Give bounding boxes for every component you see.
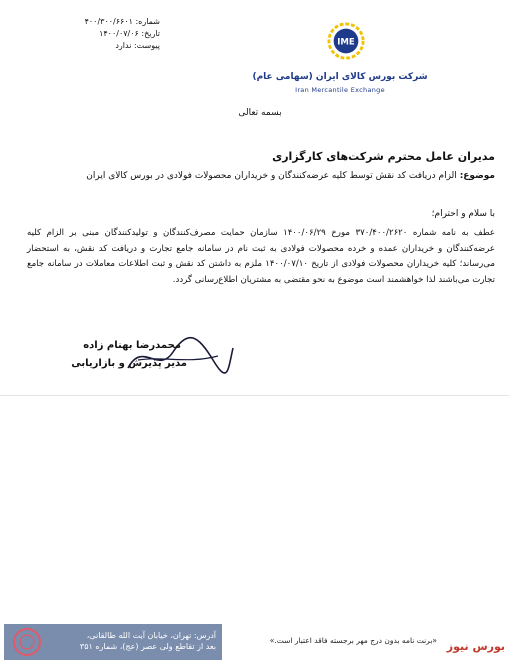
attachment-row — [60, 40, 160, 52]
logo-name-en: Iran Mercantile Exchange — [295, 86, 385, 94]
ime-logo-icon — [327, 22, 365, 60]
footer-address — [80, 630, 216, 652]
attachment-label: پیوست: — [133, 41, 160, 50]
logo-mark-text: IME — [337, 37, 355, 48]
addressee: مدیران عامل محترم شرکت‌های کارگزاری — [272, 150, 495, 163]
subject-text: الزام دریافت کد نقش توسط کلیه عرضه‌کنندگان و خریداران محصولات فولادی در بورس کالای ایران — [86, 171, 457, 181]
address-line-1: آدرس: تهران، خیابان آیت الله طالقانی، — [86, 631, 216, 640]
attachment-value: ندارد — [115, 41, 132, 50]
page-divider — [0, 395, 509, 396]
ime-logo — [245, 14, 435, 94]
number-label: شماره: — [135, 17, 160, 26]
signatory-name: محمدرضا بهنام زاده — [83, 340, 181, 351]
subject-line — [75, 171, 495, 181]
date-value: ۱۴۰۰/۰۷/۰۶ — [99, 29, 139, 38]
subject-label: موضوع: — [459, 171, 495, 181]
bismillah: بسمه تعالی — [238, 108, 282, 118]
signatory-title: مدیر پذیرش و بازاریابی — [71, 358, 187, 369]
letter-meta — [60, 16, 160, 52]
letter-body: عطف به نامه شماره ۳۷۰/۴۰۰/۲۶۲۰ مورخ ۱۴۰۰/۰۶/۲۹ سازمان حمایت مصرف‌کنندگان و تولیدکنندگان مبنی بر الزام کلیه عرضه‌کنندگان و خریداران عمده و خرده محصولات فولادی به ثبت نام در سامانه جامع تجارت و دریافت کد نقش، به استحضار می‌رساند؛ کلیه خریداران محصولات فولادی از تاریخ ۱۴۰۰/۰۷/۱۰ ملزم به داشتن کد نقش و ثبت اطلاعات معاملات در سامانه جامع تجارت می‌باشند لذا خواهشمند است موضوع به نحو مقتضی به مشتریان اطلاع‌رسانی گردد. — [27, 228, 496, 285]
number-value: ۴۰۰/۳۰۰/۶۶۰۱ — [84, 17, 133, 26]
logo-name-fa: شرکت بورس کالای ایران (سهامی عام) — [252, 72, 428, 82]
seal-icon — [10, 626, 44, 658]
number-row — [60, 16, 160, 28]
footer-note: «برنت نامه بدون درج مهر برجسته فاقد اعتبار است.» — [269, 636, 437, 645]
date-row — [60, 28, 160, 40]
address-line-2: بعد از تقاطع ولی عصر (عج)، شماره ۳۵۱ — [79, 642, 216, 651]
brand-watermark: بورس نیوز — [446, 640, 505, 653]
greeting: با سلام و احترام؛ — [431, 209, 495, 219]
signature-scribble — [118, 330, 238, 380]
date-label: تاریخ: — [141, 29, 160, 38]
footer-address-box — [4, 624, 222, 660]
